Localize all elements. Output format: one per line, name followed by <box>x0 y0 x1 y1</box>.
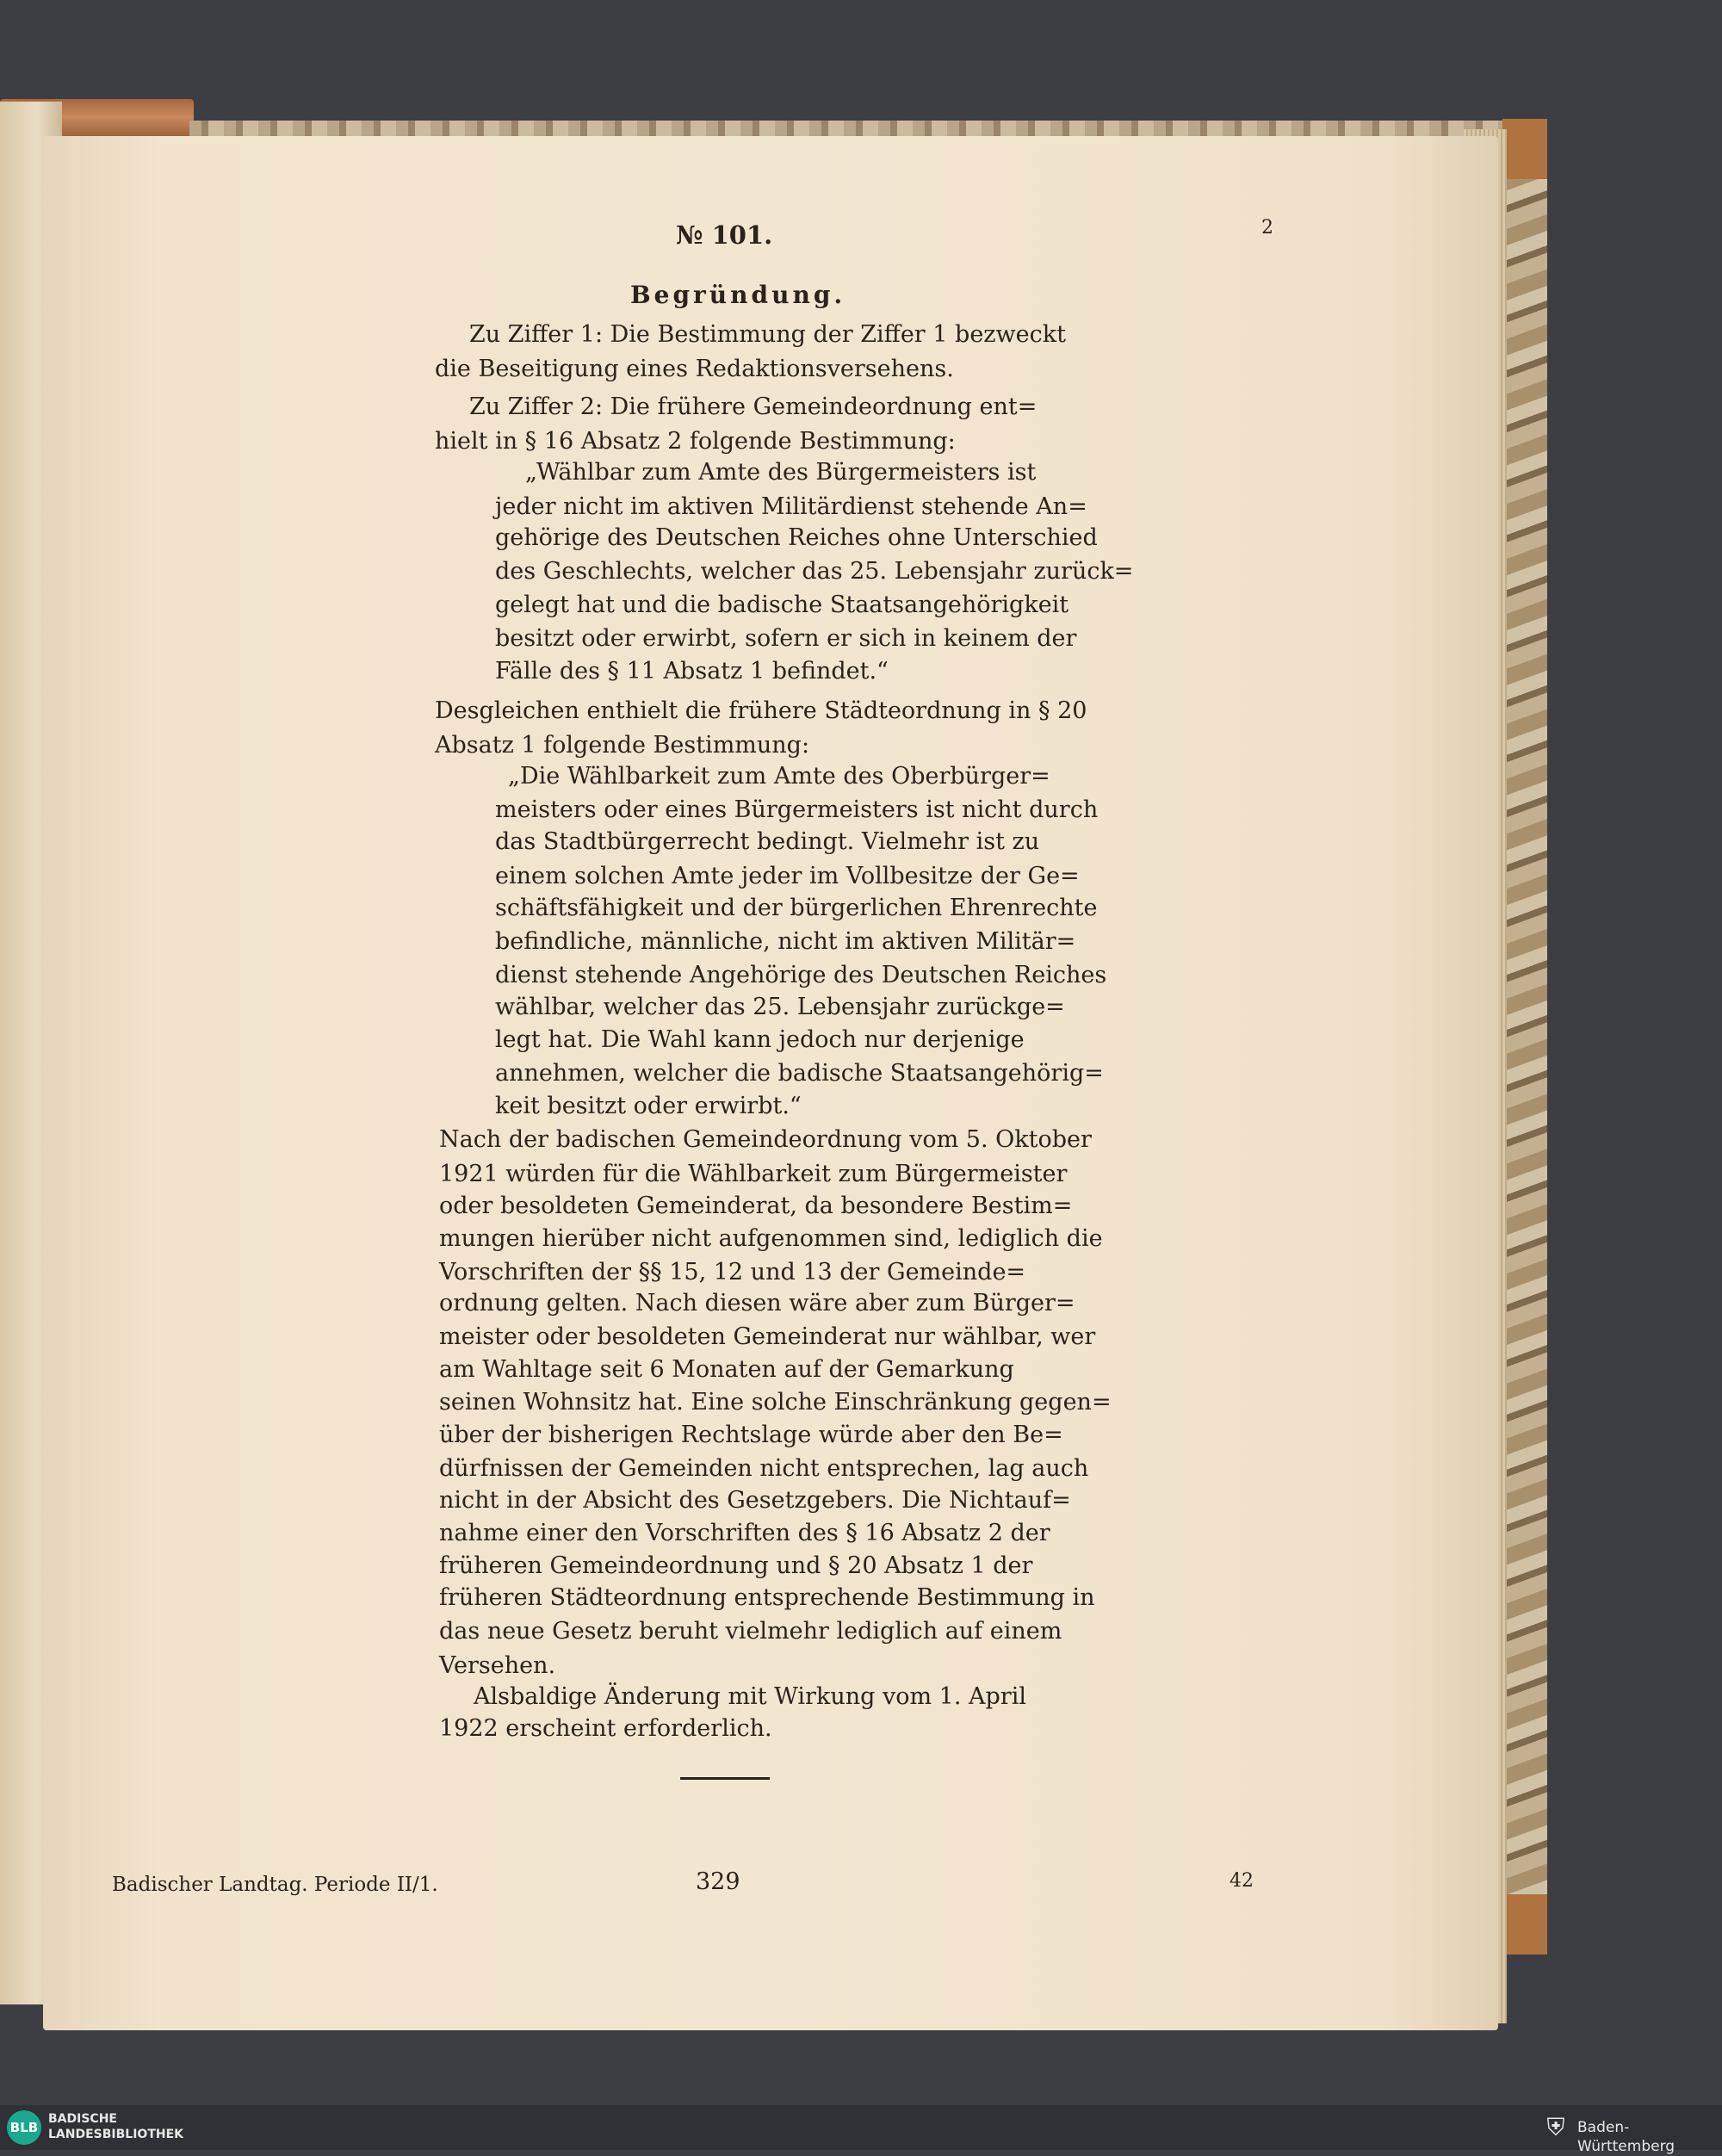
body-line: Zu Ziffer 2: Die frühere Gemeindeordnung ent= <box>469 393 1038 420</box>
body-line: Versehen. <box>439 1652 556 1679</box>
library-name[interactable] <box>48 2111 183 2142</box>
body-line: wählbar, welcher das 25. Lebensjahr zurückge= <box>495 994 1065 1020</box>
document-number: № 101. <box>676 220 773 250</box>
body-line: ordnung gelten. Nach diesen wäre aber zum Bürger= <box>439 1290 1075 1317</box>
body-line: nahme einer den Vorschriften des § 16 Absatz 2 der <box>439 1520 1050 1546</box>
body-line: befindliche, männliche, nicht im aktiven Militär= <box>495 928 1076 955</box>
library-name-line1: BADISCHE <box>48 2112 117 2126</box>
body-line: am Wahltage seit 6 Monaten auf der Gemarkung <box>439 1356 1014 1383</box>
body-line: legt hat. Die Wahl kann jedoch nur derjenige <box>495 1026 1025 1053</box>
body-line: dienst stehende Angehörige des Deutschen Reiches <box>495 962 1107 988</box>
body-line: „Wählbar zum Amte des Bürgermeisters ist <box>525 459 1037 486</box>
body-line: nicht in der Absicht des Gesetzgebers. Die Nichtauf= <box>439 1487 1071 1514</box>
body-line: früheren Gemeindeordnung und § 20 Absatz 1 der <box>439 1552 1033 1579</box>
body-line: oder besoldeten Gemeinderat, da besondere Bestim= <box>439 1193 1073 1219</box>
body-line: das Stadtbürgerrecht bedingt. Vielmehr ist zu <box>495 828 1040 855</box>
marbled-cover-right <box>1502 121 1547 1955</box>
body-line: Alsbaldige Änderung mit Wirkung vom 1. April <box>474 1683 1026 1710</box>
body-line: mungen hierüber nicht aufgenommen sind, lediglich die <box>439 1225 1103 1252</box>
body-line: gelegt hat und die badische Staatsangehörigkeit <box>495 592 1069 618</box>
body-line: meister oder besoldeten Gemeinderat nur wählbar, wer <box>439 1323 1096 1350</box>
body-line: das neue Gesetz beruht vielmehr lediglich auf einem <box>439 1618 1062 1645</box>
body-line: früheren Städteordnung entsprechende Bestimmung in <box>439 1584 1095 1611</box>
body-line: die Beseitigung eines Redaktionsversehens. <box>435 356 954 382</box>
body-line: „Die Wählbarkeit zum Amte des Oberbürger= <box>508 763 1050 790</box>
body-line: dürfnissen der Gemeinden nicht entsprechen, lag auch <box>439 1455 1089 1482</box>
document-page <box>43 136 1498 2030</box>
body-line: Vorschriften der §§ 15, 12 und 13 der Gemeinde= <box>439 1259 1026 1286</box>
body-line: hielt in § 16 Absatz 2 folgende Bestimmung: <box>435 428 956 455</box>
coat-of-arms-icon: ⛨ <box>1546 2113 1565 2141</box>
body-line: besitzt oder erwirbt, sofern er sich in keinem der <box>495 625 1077 652</box>
body-line: Absatz 1 folgende Bestimmung: <box>435 732 810 759</box>
body-line: keit besitzt oder erwirbt.“ <box>495 1093 802 1119</box>
body-line: gehörige des Deutschen Reiches ohne Unterschied <box>495 524 1098 551</box>
blb-logo-icon[interactable]: BLB <box>7 2110 41 2145</box>
body-line: 1921 würden für die Wählbarkeit zum Bürgermeister <box>439 1161 1068 1187</box>
cover-corner-bottom <box>1502 1894 1547 1955</box>
body-line: Fälle des § 11 Absatz 1 befindet.“ <box>495 658 889 685</box>
footer-left: Badischer Landtag. Periode II/1. <box>112 1874 438 1896</box>
footer-page-number: 329 <box>696 1868 740 1895</box>
footer-right: 42 <box>1230 1870 1254 1892</box>
page-mark: 2 <box>1261 217 1273 239</box>
cover-corner-top <box>1502 119 1547 179</box>
body-line: Nach der badischen Gemeindeordnung vom 5. Oktober <box>439 1126 1092 1153</box>
body-line: meisters oder eines Bürgermeisters ist nicht durch <box>495 796 1099 823</box>
body-line: Desgleichen enthielt die frühere Städteordnung in § 20 <box>435 697 1087 724</box>
body-line: des Geschlechts, welcher das 25. Lebensjahr zurück= <box>495 558 1134 585</box>
body-line: über der bisherigen Rechtslage würde aber den Be= <box>439 1422 1063 1448</box>
end-rule <box>680 1777 770 1780</box>
body-line: seinen Wohnsitz hat. Eine solche Einschränkung gegen= <box>439 1389 1112 1416</box>
body-line: jeder nicht im aktiven Militärdienst stehende An= <box>495 493 1087 520</box>
body-line: einem solchen Amte jeder im Vollbesitze der Ge= <box>495 863 1080 889</box>
body-line: schäftsfähigkeit und der bürgerlichen Ehrenrechte <box>495 895 1098 921</box>
library-name-line2: LANDESBIBLIOTHEK <box>48 2128 184 2141</box>
body-line: 1922 erscheint erforderlich. <box>439 1715 772 1742</box>
body-line: annehmen, welcher die badische Staatsangehörig= <box>495 1060 1104 1087</box>
body-line: Zu Ziffer 1: Die Bestimmung der Ziffer 1 bezweckt <box>469 321 1066 348</box>
region-name[interactable]: Baden-Württemberg <box>1577 2119 1676 2155</box>
section-heading: Begründung. <box>630 281 846 309</box>
viewer-footer-bar <box>0 2105 1722 2150</box>
